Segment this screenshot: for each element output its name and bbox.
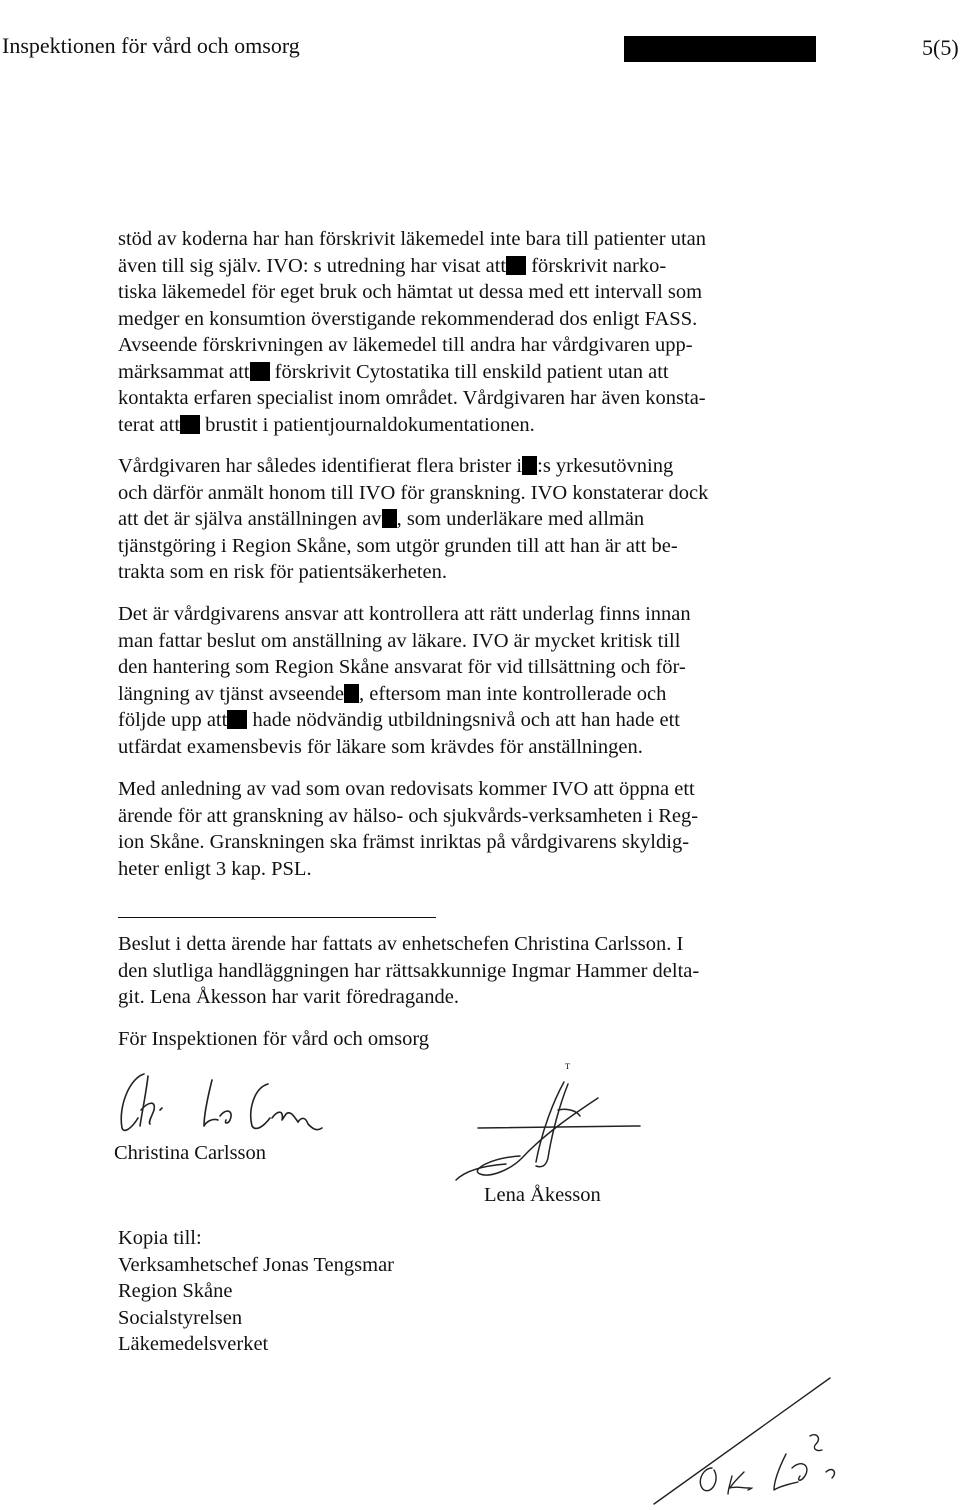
paragraph-2 — [118, 453, 708, 586]
text-line: tjänstgöring i Region Skåne, som utgör grunden till att han är att be- — [118, 534, 678, 557]
text-line: att det är själva anställningen av , som underläkare med allmän — [118, 508, 645, 530]
text-line: Avseende förskrivningen av läkemedel till andra har vårdgivaren upp- — [118, 334, 693, 356]
stray-mark: ᵀ — [565, 1062, 571, 1077]
text-line: och därför anmält honom till IVO för granskning. IVO konstaterar dock — [118, 481, 709, 504]
text-line: kontakta erfaren specialist inom området. Vårdgivaren har även konsta- — [118, 387, 706, 409]
signer-name-left: Christina Carlsson — [114, 1142, 267, 1164]
text-line: den slutliga handläggningen har rättsakkunnige Ingmar Hammer delta- — [118, 959, 700, 982]
handwritten-initials — [640, 1372, 850, 1508]
text-line: ärende för att granskning av hälso- och sjukvårds-verksamheten i Reg- — [118, 804, 699, 827]
redaction-block — [250, 362, 270, 381]
copies-section — [118, 1225, 394, 1358]
redaction-block — [344, 684, 359, 703]
closing-line: För Inspektionen för vård och omsorg — [118, 1028, 430, 1050]
text-line: följde upp att hade nödvändig utbildningsnivå och att han hade ett — [118, 709, 680, 731]
text-line: tiska läkemedel för eget bruk och hämtat ut dessa med ett intervall som — [118, 281, 703, 303]
signature-christina-carlsson — [108, 1066, 368, 1144]
text-line: ion Skåne. Granskningen ska främst inriktas på vårdgivarens skyldig- — [118, 831, 690, 853]
paragraph-4 — [118, 776, 698, 882]
redaction-block — [382, 509, 397, 528]
header-organization: Inspektionen för vård och omsorg — [2, 33, 300, 58]
text-line: även till sig själv. IVO: s utredning har visat att förskrivit narko- — [118, 254, 667, 277]
text-line: trakta som en risk för patientsäkerheten. — [118, 561, 448, 583]
text-line: den hantering som Region Skåne ansvarat för vid tillsättning och för- — [118, 656, 686, 678]
text-line: längning av tjänst avseende , eftersom man inte kontrollerade och — [118, 682, 667, 705]
text-line: Beslut i detta ärende har fattats av enhetschefen Christina Carlsson. I — [118, 933, 684, 955]
redaction-block — [624, 36, 816, 62]
copies-heading: Kopia till: — [118, 1227, 202, 1249]
copy-recipient: Verksamhetschef Jonas Tengsmar — [118, 1253, 394, 1276]
text-line: utfärdat examensbevis för läkare som krävdes för anställningen. — [118, 735, 643, 758]
separator-rule — [118, 917, 436, 918]
paragraph-3 — [118, 601, 691, 760]
copy-recipient: Läkemedelsverket — [118, 1333, 269, 1355]
redaction-block — [227, 710, 247, 729]
paragraph-5 — [118, 931, 699, 1011]
text-line: Vårdgivaren har således identifierat flera brister i :s yrkesutövning — [118, 455, 674, 477]
text-line: man fattar beslut om anställning av läkare. IVO är mycket kritisk till — [118, 629, 681, 652]
redaction-block — [522, 456, 537, 475]
signer-name-right: Lena Åkesson — [484, 1184, 601, 1206]
text-line: git. Lena Åkesson har varit föredragande. — [118, 986, 459, 1008]
paragraph-1 — [118, 226, 706, 438]
text-line: medger en konsumtion överstigande rekommenderad dos enligt FASS. — [118, 307, 698, 330]
text-line: Med anledning av vad som ovan redovisats kommer IVO att öppna ett — [118, 778, 695, 800]
text-line: stöd av koderna har han förskrivit läkemedel inte bara till patienter utan — [118, 228, 707, 250]
text-line: terat att brustit i patientjournaldokumentationen. — [118, 413, 535, 436]
signature-lena-akesson — [450, 1070, 650, 1188]
text-line: märksammat att förskrivit Cytostatika till enskild patient utan att — [118, 360, 669, 383]
copy-recipient: Region Skåne — [118, 1280, 233, 1302]
redaction-block — [506, 256, 526, 275]
page-number: 5(5) — [922, 35, 959, 60]
text-line: heter enligt 3 kap. PSL. — [118, 857, 312, 880]
redaction-block — [180, 415, 200, 434]
copy-recipient: Socialstyrelsen — [118, 1306, 243, 1329]
text-line: Det är vårdgivarens ansvar att kontrollera att rätt underlag finns innan — [118, 603, 691, 625]
